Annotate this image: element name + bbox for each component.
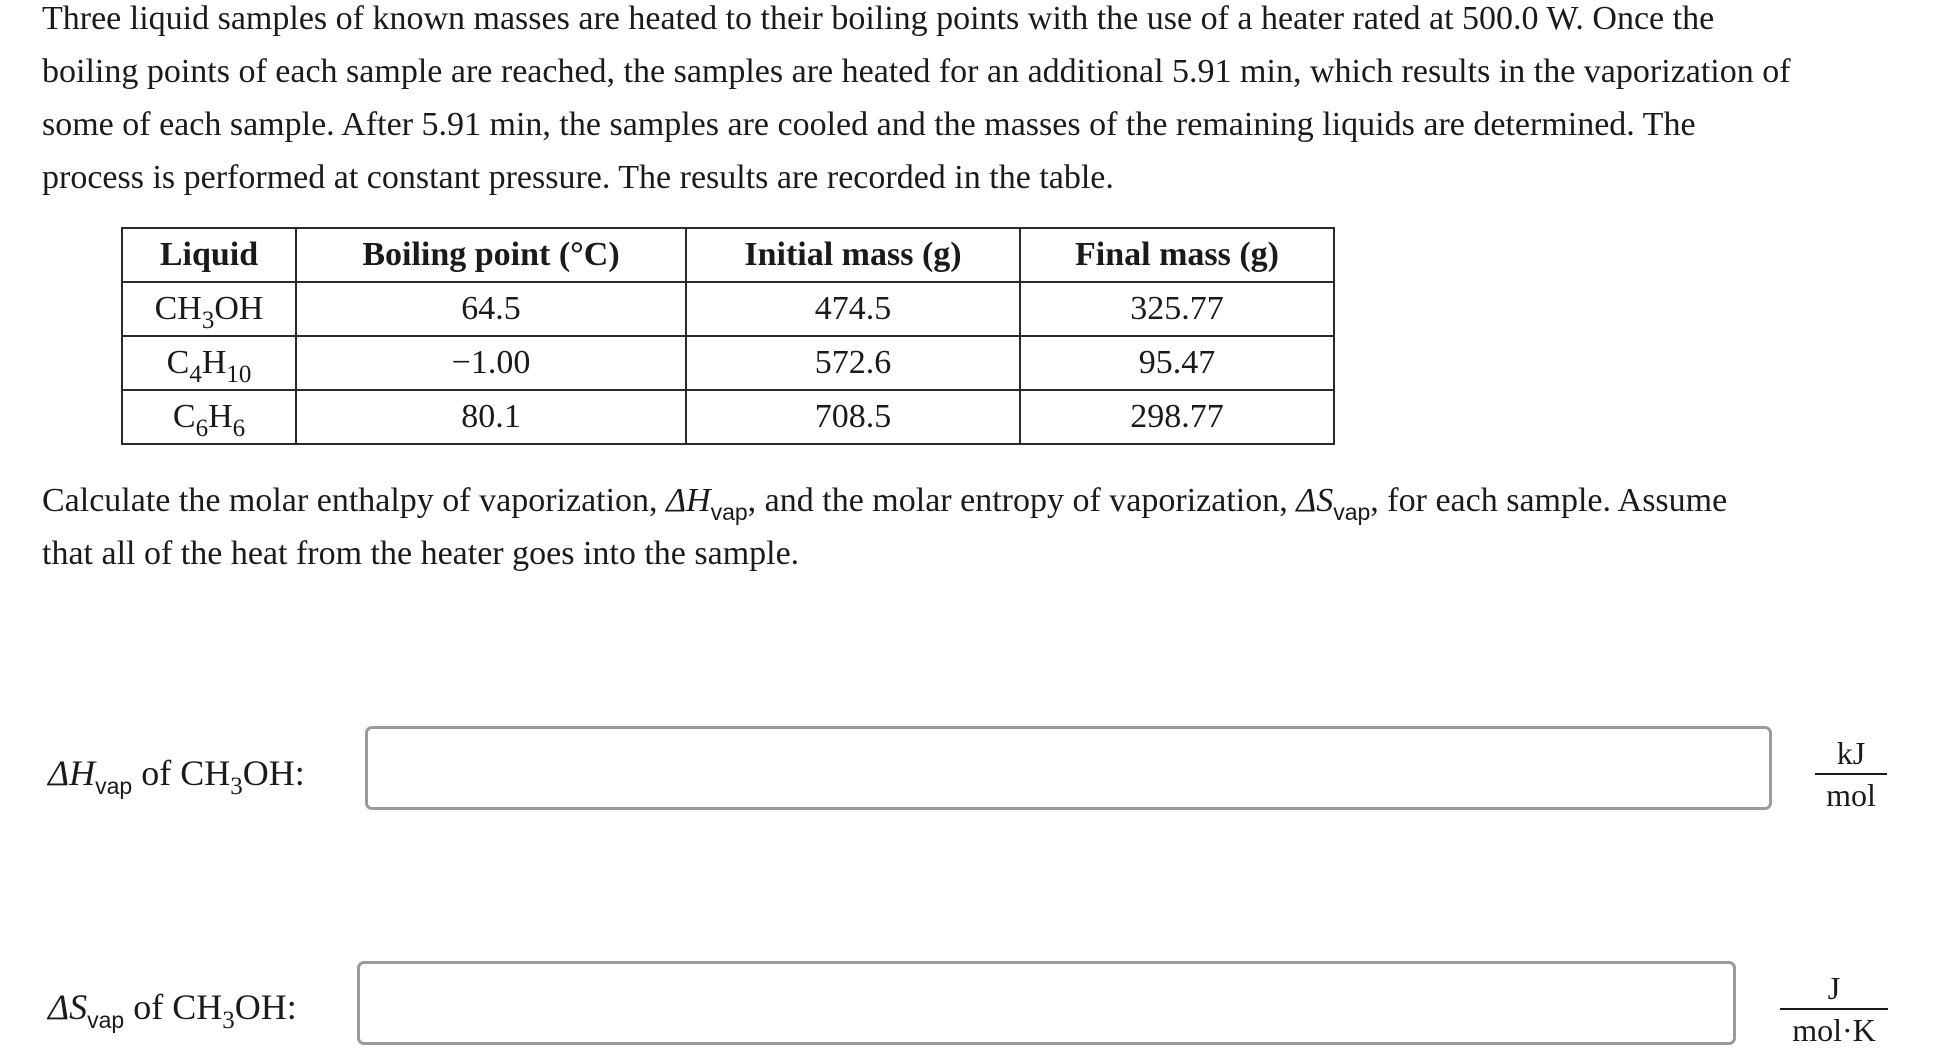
initial-mass-value: 708.5	[686, 390, 1020, 444]
problem-intro	[42, 0, 1922, 204]
intro-line-3: some of each sample. After 5.91 min, the samples are cooled and the masses of the remaining liquids are determined. The	[42, 106, 1696, 143]
table-row	[122, 282, 1334, 336]
liquid-formula: $C_4H_{10}$	[122, 336, 296, 390]
liquid-formula: $C_6H_6$	[122, 390, 296, 444]
table-header-row	[122, 228, 1334, 282]
final-mass-value: 95.47	[1020, 336, 1334, 390]
entropy-unit: J mol·K	[1780, 968, 1888, 1050]
enthalpy-unit: kJ mol	[1815, 733, 1887, 815]
table-row	[122, 336, 1334, 390]
table-row	[122, 390, 1334, 444]
initial-mass-value: 572.6	[686, 336, 1020, 390]
header-boiling-point: Boiling point (°C)	[296, 228, 686, 282]
intro-line-4: process is performed at constant pressure. The results are recorded in the table.	[42, 159, 1114, 196]
enthalpy-answer-label: $\Delta H_{vap}$ of $CH_3OH$:	[48, 753, 305, 800]
entropy-answer-input[interactable]	[357, 961, 1736, 1045]
boiling-point-value: 80.1	[296, 390, 686, 444]
liquid-formula: $CH_3OH$	[122, 282, 296, 336]
enthalpy-answer-input[interactable]	[365, 726, 1772, 810]
enthalpy-symbol: ΔH	[666, 482, 711, 519]
initial-mass-value: 474.5	[686, 282, 1020, 336]
final-mass-value: 298.77	[1020, 390, 1334, 444]
entropy-answer-label: $\Delta S_{vap}$ of $CH_3OH$:	[48, 987, 297, 1034]
results-table	[121, 227, 1335, 445]
header-liquid: Liquid	[122, 228, 296, 282]
final-mass-value: 325.77	[1020, 282, 1334, 336]
entropy-symbol: ΔS	[1296, 482, 1334, 519]
header-final-mass: Final mass (g)	[1020, 228, 1334, 282]
intro-line-2: boiling points of each sample are reached, the samples are heated for an additional 5.91 min, which results in the vaporization of	[42, 53, 1791, 90]
question-text: Calculate the molar enthalpy of vaporization, $\Delta H_{vap}$, and the molar entropy of vaporization, $\Delta S_{vap}$, for each sample. Assume that all of the heat from the heater goes into the sample.	[42, 482, 1728, 572]
header-initial-mass: Initial mass (g)	[686, 228, 1020, 282]
boiling-point-value: −1.00	[296, 336, 686, 390]
intro-line-1: Three liquid samples of known masses are heated to their boiling points with the use of a heater rated at 500.0 W. Once the	[42, 0, 1715, 37]
boiling-point-value: 64.5	[296, 282, 686, 336]
